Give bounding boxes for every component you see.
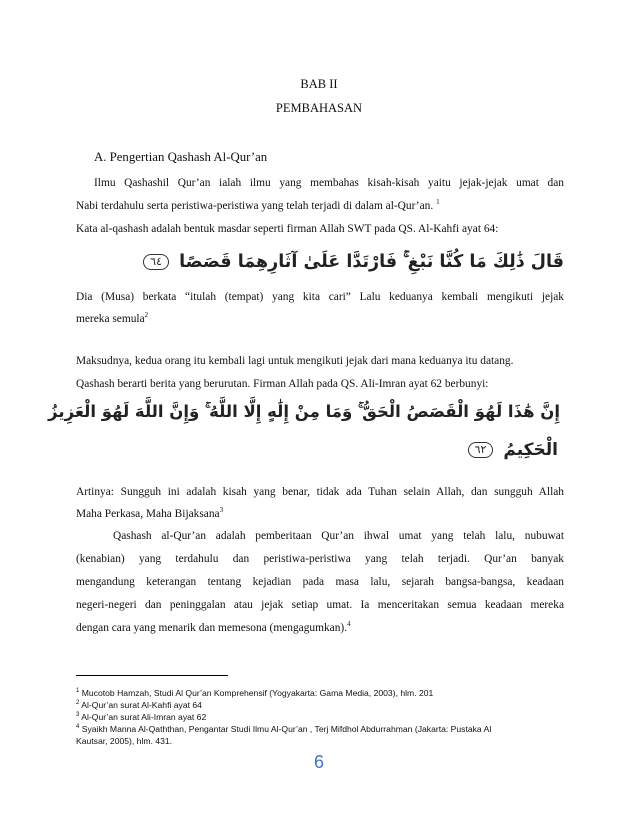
footnote-ref-4[interactable]: 4: [347, 620, 351, 629]
para1-line2: Nabi terdahulu serta peristiwa-peristiwa yang telah terjadi di dalam al-Qur’an. $^1$: [76, 198, 440, 212]
footnote-divider: [76, 675, 228, 676]
section-title: PEMBAHASAN: [275, 101, 363, 115]
para2-line1: Maksudnya, kedua orang itu kembali lagi untuk mengikuti jejak dari mana keduanya itu datang.: [76, 355, 514, 367]
footnote-2: $^2$ Al-Qur’an surat Al-Kahfi ayat 64: [76, 700, 202, 710]
footnote-1: $^1$ Mucotob Hamzah, Studi Al Qur’an Komprehensif (Yogyakarta: Gama Media, 2003), hlm. 201: [76, 688, 434, 698]
ayah-number-62: ٦٢: [468, 442, 494, 458]
trans2-line2: Maha Perkasa, Maha Bijaksana$^3$: [76, 506, 224, 520]
trans1-line2: mereka semula$^2$: [76, 311, 149, 325]
verse-kahfi-64-text: قَالَ ذَٰلِكَ مَا كُنَّا نَبْغِ ۚ فَارْتَدَّا عَلَىٰ آثَارِهِمَا قَصَصًا: [179, 252, 564, 272]
para3-line1: Qashash al-Qur’an adalah pemberitaan Qur’an ihwal umat yang telah lalu, nubuwat: [113, 530, 564, 542]
page-number: 6: [313, 752, 324, 772]
verse-kahfi-64: [143, 252, 564, 272]
subheading: A. Pengertian Qashash Al-Qur’an: [94, 150, 268, 164]
footnote-ref-2[interactable]: 2: [144, 311, 149, 320]
footnote-4-continued: Kautsar, 2005), hlm. 431.: [76, 736, 173, 746]
chapter-label: BAB II: [300, 77, 338, 91]
verse-ali-imran-62-line2-text: الْحَكِيمُ: [503, 440, 558, 460]
footnote-3: $^3$ Al-Qur’an surat Ali-Imran ayat 62: [76, 712, 207, 722]
para3-line3: mengandung keterangan tentang kejadian pada masa lalu, sejarah bangsa-bangsa, keadaan: [76, 576, 564, 588]
verse-ali-imran-62-line1: إِنَّ هَٰذَا لَهُوَ الْقَصَصُ الْحَقُّ ۚ وَمَا مِنْ إِلَٰهٍ إِلَّا اللَّهُ ۚ وَإِنَّ اللَّهَ لَهُوَ الْعَزِيزُ: [48, 402, 560, 421]
footnote-4: $^4$ Syaikh Manna Al-Qaththan, Pengantar Studi Ilmu Al-Qur’an , Terj Mifdhol Abdurrahman (Jakarta: Pustaka Al: [76, 724, 492, 734]
trans1-line1: Dia (Musa) berkata “itulah (tempat) yang kita cari” Lalu keduanya kembali mengikuti jejak: [76, 291, 564, 303]
ayah-number-64: ٦٤: [143, 254, 169, 270]
verse-ali-imran-62-line2: [468, 440, 558, 460]
para3-line5: dengan cara yang menarik dan memesona (mengagumkan).$^4$: [76, 620, 351, 634]
footnote-ref-1[interactable]: 1: [436, 198, 440, 207]
para3-line4: negeri-negeri dan peninggalan atau jejak setiap umat. Ia menceritakan semua keadaan mereka: [76, 599, 564, 611]
footnote-ref-3[interactable]: 3: [219, 506, 224, 515]
para2-line2: Qashash berarti berita yang berurutan. Firman Allah pada QS. Ali-Imran ayat 62 berbunyi:: [76, 378, 489, 390]
para1-line1: Ilmu Qashashil Qur’an ialah ilmu yang membahas kisah-kisah yaitu jejak-jejak umat dan: [94, 177, 564, 189]
trans2-line1: Artinya: Sungguh ini adalah kisah yang benar, tidak ada Tuhan selain Allah, dan sungguh Allah: [76, 486, 564, 498]
para3-line2: (kenabian) yang terdahulu dan peristiwa-peristiwa yang telah terjadi. Qur’an banyak: [76, 553, 564, 565]
para1-line3: Kata al-qashash adalah bentuk masdar seperti firman Allah SWT pada QS. Al-Kahfi ayat 64:: [76, 223, 499, 235]
